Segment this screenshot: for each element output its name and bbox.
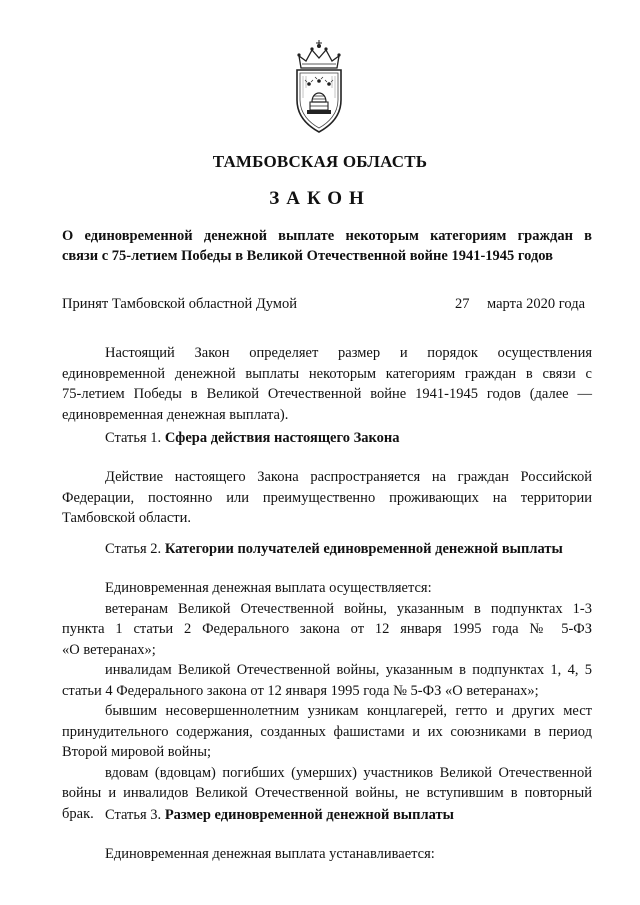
article-2-line: брак. [62,805,94,822]
article-1-heading [105,430,400,447]
article-2-line: войны и инвалидов Великой Отечественной войны, не вступившим в повторный [62,785,592,801]
article-1-line: Федерации, постоянно или преимущественно проживающих на территории [62,489,592,506]
article-2-line: ветеранам Великой Отечественной войны, указанным в подпунктах 1-3 [105,600,592,617]
article-1-body [62,467,592,529]
law-title-line: связи с 75-летием Победы в Великой Отечественной войне 1941-1945 годов [62,248,554,264]
preamble-line: Настоящий Закон определяет размер и порядок осуществления [105,345,592,361]
article-2-line: принудительного содержания, созданных фашистами и их союзниками в период [62,723,592,740]
article-2-title: Категории получателей единовременной денежной выплаты [164,541,563,557]
region-name: ТАМБОВСКАЯ ОБЛАСТЬ [212,152,428,171]
article-2-body [62,578,592,824]
preamble-line: единовременной денежной выплаты некоторым категориям граждан в связи с [62,365,592,382]
article-2-line: пункта 1 статьи 2 Федерального закона от 12 января 1995 года № 5-ФЗ [62,621,592,637]
preamble-line: единовременная денежная выплата). [62,406,289,423]
article-3-prefix: Статья 3. [105,807,162,823]
article-1-title: Сфера действия настоящего Закона [164,430,400,446]
article-3-body [62,844,592,865]
article-2-line: инвалидам Великой Отечественной войны, указанным в подпунктах 1, 4, 5 [105,662,592,678]
article-2-line: бывшим несовершеннолетним узникам концлагерей, гетто и других мест [105,703,592,719]
article-2-line: статьи 4 Федерального закона от 12 января 1995 года № 5-ФЗ «О ветеранах»; [62,682,539,699]
article-2-line: Единовременная денежная выплата осуществляется: [105,580,432,596]
law-title-line: О единовременной денежной выплате некоторым категориям граждан в [62,228,592,244]
document-type: ЗАКОН [269,188,371,209]
preamble-line: 75-летием Победы в Великой Отечественной войне 1941-1945 годов (далее — [62,386,592,402]
adopted-by: Принят Тамбовской областной Думой [62,296,297,312]
article-3-title: Размер единовременной денежной выплаты [164,807,454,823]
article-2-line: «О ветеранах»; [62,641,156,658]
article-1-line: Тамбовской области. [62,510,191,526]
coat-of-arms-icon [285,40,353,135]
article-2-heading [105,541,563,558]
preamble [62,343,592,425]
article-2-prefix: Статья 2. [105,541,162,557]
article-1-prefix: Статья 1. [105,430,162,446]
article-2-line: вдовам (вдовцам) погибших (умерших) участников Великой Отечественной [105,764,592,781]
article-1-line: Действие настоящего Закона распространяется на граждан Российской [105,469,592,485]
article-3-heading [105,807,454,824]
article-2-line: Второй мировой войны; [62,744,212,760]
law-title [62,226,592,266]
adoption-day: 27 [455,296,470,312]
article-3-line: Единовременная денежная выплата устанавливается: [105,846,435,862]
adoption-month-year: марта 2020 года [487,296,586,312]
